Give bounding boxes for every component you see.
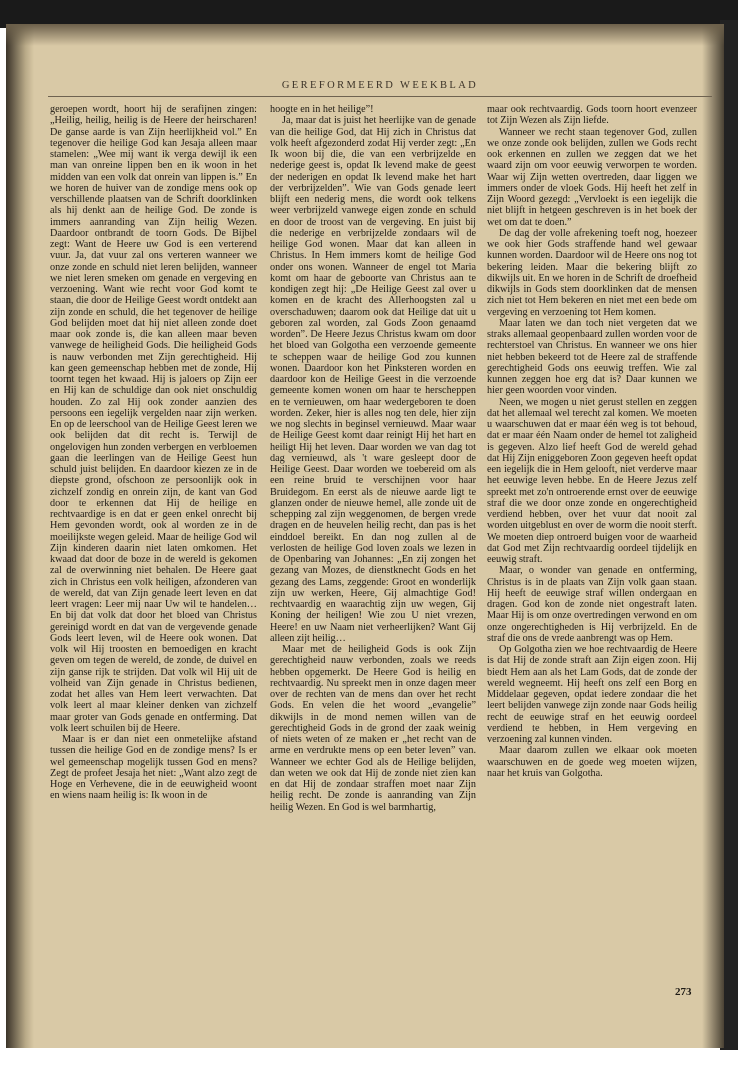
paragraph: Maar met de heiligheid Gods is ook Zijn gerechtigheid nauw verbonden, zoals we reeds hebben opgemerkt. De Heere God is heilig en rechtvaardig. Nu spreekt men in onze dagen meer over de rechten van de mens dan over het recht Gods. En velen die het woord „evangelie” dikwijls in de mond nemen willen van de gerechtigheid Gods in de grond der zaak weinig of niets weten of ze maken er „het recht van de arme en verdrukte mens op een beter leven” van. Wanneer we echter God als de Heilige belijden, dan weten we ook dat Hij de zonde niet zien kan en dat Hij de zondaar straffen moet naar Zijn heilig recht. De zonde is aanranding van Zijn heilig Wezen. En God is wel barmhartig, — [270, 644, 476, 813]
paragraph: geroepen wordt, hoort hij de serafijnen zingen: „Heilig, heilig, heilig is de Heere der heirscharen! De ganse aarde is van Zijn heerlijkheid vol.” En tegenover die heilige God kan Jesaja alleen maar stamelen: „Wee mij want ik verga dewijl ik een man van onreine lippen ben en ik woon in het midden van een volk dat onrein van lippen is.” En we horen de huiver van de zondige mens ook op verschillende plaatsen van de Schrift doorklinken als hij denkt aan de heilige God. De zonde is immers aanranding van Zijn heilig Wezen. Daardoor ontbrandt de toorn Gods. De Bijbel zegt: Want de Heere uw God is een verterend vuur. Ja, dat vuur zal ons verteren wanneer we onze zonde en schuld niet leren belijden, wanneer we niet leren smeken om genade en vergeving en verzoening. Want wie recht voor God komt te staan, die door de Heilige Geest wordt ontdekt aan zijn zonde en schuld, die het tegenover de heilige God belijden moet dat hij niet alleen zonde doet maar ook zonde is, die kan alleen maar beven vanwege de heiligheid Gods. Die heiligheid Gods is nauw verbonden met Zijn gerechtigheid. Hij kan geen gemeenschap hebben met de zonde, Hij toornt tegen het kwaad. Hij is jaloers op Zijn eer en Hij kan de schuldige dan ook niet onschuldig houden. Zo zal Hij ook zonder aanzien des persoons een iegelijk vergelden naar zijn werken. En op de leerschool van de Heilige Geest leren we ook belijden dat dit recht is. Terwijl de ongelovigen hun zonden verbergen en verbloemen gaan die leerlingen van de Heilige Geest hun schuld juist belijden. En daardoor kiezen ze in de diepste grond, ofschoon ze persoonlijk ook in zichzelf zondig en onrein zijn, de kant van God door te erkennen dat Hij de heilige en rechtvaardige is en dat er geen enkel onrecht bij Hem gevonden wordt, ook al worden ze in de moeilijkste wegen geleid. Maar de heilige God wil Zijn kinderen daarin niet laten omkomen. Het kwaad dat door de boze in de wereld is gekomen zal de overwinning niet behalen. De Heere gaat zich in Christus een volk heiligen, afzonderen van de wereld, dat van Zijn genade leert leven en dat leert vragen: Leer mij naar Uw wil te handelen… En bij dat volk dat door het bloed van Christus gereinigd wordt en dat van de vergevende genade Gods leert leven, wil de Heere ook wonen. Dat volk wil Hij troosten en bemoedigen en kracht geven om tegen de wereld, de zonde, de duivel en zijn ganse rijk te strijden. Dat volk wil Hij uit de volheid van Zijn genade in Christus bedienen, zodat het alles van Hem leert verwachten. Dat volk leert al maar kleiner denken van zichzelf maar groter van Gods genade en ontferming. Dat volk leert schuilen bij de Heere. — [50, 104, 257, 734]
paragraph: Maar, o wonder van genade en ontferming, Christus is in de plaats van Zijn volk gaan staan. Hij heeft de eeuwige straf willen ondergaan en dragen. God kon de zonde niet ongestraft laten. Maar Hij is om onze overtredingen verwond en om onze ongerechtigheden is Hij verbrijzeld. En de straf die ons de vrede aanbrengt was op Hem. — [487, 565, 697, 644]
paragraph: Maar laten we dan toch niet vergeten dat we straks allemaal geopenbaard zullen worden voor de rechterstoel van Christus. En wanneer we ons hier niet hebben bekeerd tot de Heere zal de straffende gerechtigheid Gods ons eeuwig treffen. Wie zal kunnen zeggen hoe erg dat is? Daar kunnen we hier geen woorden voor vinden. — [487, 317, 697, 397]
running-header: GEREFORMEERD WEEKBLAD — [281, 80, 479, 91]
page-top-shadow — [6, 24, 724, 46]
paragraph: maar ook rechtvaardig. Gods toorn hoort evenzeer tot Zijn Wezen als Zijn liefde. — [487, 104, 697, 127]
header-rule — [48, 96, 712, 97]
paragraph: Maar is er dan niet een onmetelijke afstand tussen die heilige God en de zondige mens? Is er wel gemeenschap mogelijk tussen God en mens? Zegt de profeet Jesaja het niet: „Want alzo zegt de Hoge en Verhevene, die in de eeuwigheid woont en wiens naam heilig is: Ik woon in de — [50, 734, 257, 802]
text-column-3 — [487, 104, 697, 779]
paragraph: Ja, maar dat is juist het heerlijke van de genade van die heilige God, dat Hij zich in Christus dat volk heeft afgezonderd zodat Hij verder zegt: „En Ik woon bij die, die van een verbrijzelde en nederige geest is, opdat Ik levend make de geest der nederigen en opdat Ik levend make het hart der verbrijzelden”. Wie van Gods genade leert blijft een nederig mens, die wordt ook telkens weer verbrijzeld vanwege eigen zonde en schuld en door de troost van de vergeving. En juist bij die nederige en verbrijzelde zondaars wil de heilige God wonen. Maar dat kan alleen in Christus. In Hem immers komt de heilige God onder ons wonen. Wanneer de engel tot Maria komt om haar de geboorte van Christus aan te kondigen zegt hij: „De Heilige Geest zal over u komen en de kracht des Allerhoogsten zal u overschaduwen; daarom ook dat Heilige dat uit u geboren zal worden, zal Gods Zoon genaamd worden”. De Heere Jezus Christus kwam om door het bloed van Golgotha een verzoende gemeente te scheppen waar de heilige God zou kunnen wonen. Daardoor kon het Pinksteren worden en daardoor kon de Heilige Geest in die verzoende gemeente komen wonen om haar te herscheppen en te vernieuwen, om haar wedergeboren te doen worden. Zeker, hier is alles nog ten dele, hier zijn we nog slechts in beginsel vernieuwd. Maar waar de Heilige Geest komt daar reinigt Hij het hart en heiligt Hij het leven. Daar worden we van dag tot dag vernieuwd, als 't ware gesleept door de Heilige Geest. Daar worden we toebereid om als een reine bruid te verschijnen voor haar Bruidegom. En eerst als de nieuwe aarde ligt te glanzen onder de nieuwe hemel, alle zonde uit de schepping zal zijn weggenomen, de bergen vrede dragen en de heuvelen heilig recht, dan pas is het einddoel bereikt. En dan nog zullen al de verlosten de heilige God loven zoals we lezen in de Openbaring van Johannes: „En zij zongen het gezang van Mozes, de dienstknecht Gods en het gezang des Lams, zeggende: Groot en wonderlijk zijn uw werken, Heere, Gij almachtige God! rechtvaardig en waarachtig zijn uw wegen, Gij Koning der heiligen! Wie zou U niet vrezen, Heere! en uw Naam niet verheerlijken? Want Gij alleen zijt heilig… — [270, 115, 476, 644]
paragraph: Wanneer we recht staan tegenover God, zullen we onze zonde ook belijden, zullen we Gods recht ook erkennen en zullen we zeggen dat we het waard zijn om voor eeuwig verworpen te worden. Waar wij Zijn wetten overtreden, daar liggen we immers onder de vloek Gods. Hij heeft het zelf in Zijn Woord gezegd: „Vervloekt is een iegelijk die niet blijft in hetgeen geschreven is in het boek der wet om dat te doen.” — [487, 126, 697, 228]
page-number: 273 — [675, 986, 692, 998]
page-edge-shadow — [702, 24, 724, 1048]
scan-border-bottom — [0, 1050, 738, 1068]
paragraph: Neen, we mogen u niet gerust stellen en zeggen dat het allemaal wel terecht zal komen. We moeten u waarschuwen dat er maar één weg is tot behoud, dat er maar één Naam onder de hemel tot zaligheid is gegeven. Alzo lief heeft God de wereld gehad dat Hij Zijn eniggeboren Zoon gegeven heeft opdat een iegelijk die in Hem gelooft, niet verderve maar het eeuwige leven hebbe. En de Heere Jezus zelf spreekt met zo'n ontroerende ernst over de eeuwige straf die we door onze zonde en ongerechtigheid verdiend hebben, over het vuur dat nooit zal worden uitgeblust en over de worm die nooit sterft. We moeten diep ontroerd buigen voor de waarheid dat God met Zijn rechtvaardig oordeel tijdelijk en eeuwig straft. — [487, 396, 697, 565]
paragraph: Op Golgotha zien we hoe rechtvaardig de Heere is dat Hij de zonde straft aan Zijn eigen zoon. Hij biedt Hem aan als het Lam Gods, dat de zonde der wereld wegneemt. Hij heeft ons zelf een Borg en Middelaar gegeven, opdat iedere zondaar die het leert belijden vanwege zijn zonde naar Gods heilig recht de eeuwige straf en het eeuwig oordeel verdiend te hebben, in Hem vergeving en verzoening zal kunnen vinden. — [487, 644, 697, 745]
text-column-2 — [270, 104, 476, 813]
paragraph: De dag der volle afrekening toeft nog, hoezeer we ook hier Gods straffende hand wel gewaar kunnen worden. Daardoor wil de Heere ons nog tot bekering leiden. Maar die bekering blijft zo dikwijls uit. En we horen in de Schrift de droefheid dikwijls in Gods stem doorklinken dat de mensen zich niet tot Hem bekeren en niet met een bede om vergeving en verzoening tot Hem komen. — [487, 227, 697, 318]
paragraph: hoogte en in het heilige”! — [270, 104, 374, 115]
text-column-1 — [50, 104, 257, 802]
paragraph: Maar daarom zullen we elkaar ook moeten waarschuwen en de goede weg moeten wijzen, naar het kruis van Golgotha. — [487, 745, 697, 779]
page-gutter-shadow — [6, 24, 34, 1048]
